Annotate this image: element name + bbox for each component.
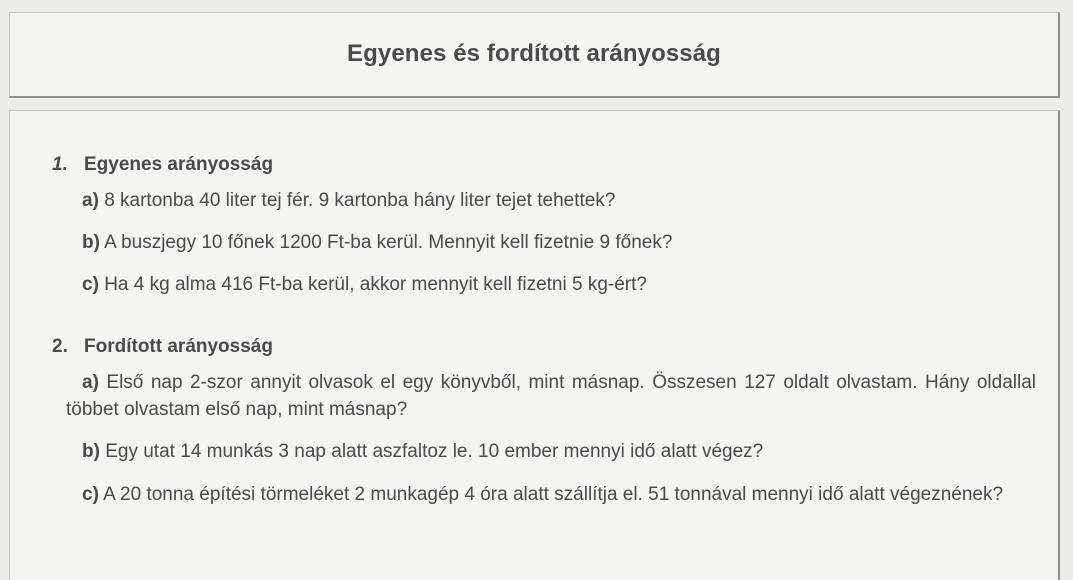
exercise-label: c): [82, 274, 99, 295]
exercise-text: Ha 4 kg alma 416 Ft-ba kerül, akkor mennyit kell fizetni 5 kg-ért?: [104, 274, 647, 295]
exercise-text: 8 kartonba 40 liter tej fér. 9 kartonba hány liter tejet tehettek?: [104, 190, 616, 211]
page-title: Egyenes és fordított arányosság: [347, 40, 721, 67]
exercise-item: [66, 369, 1036, 423]
section-heading: [52, 335, 1037, 359]
exercise-text: A buszjegy 10 főnek 1200 Ft-ba kerül. Mennyit kell fizetnie 9 főnek?: [104, 232, 673, 253]
exercise-label: a): [82, 190, 99, 211]
exercise-item: [66, 271, 1036, 298]
exercise-label: b): [82, 441, 100, 462]
section-direct-proportion: [52, 153, 1037, 177]
section-title: Egyenes arányosság: [84, 154, 274, 175]
exercise-item: [66, 229, 1036, 256]
title-panel: [9, 12, 1060, 98]
content-panel: [9, 110, 1060, 580]
exercise-label: c): [82, 484, 99, 505]
exercise-text: Egy utat 14 munkás 3 nap alatt aszfaltoz le. 10 ember mennyi idő alatt végez?: [105, 441, 764, 462]
exercise-item: [66, 438, 1036, 465]
exercise-item: [66, 187, 1036, 214]
section-title: Fordított arányosság: [84, 336, 273, 357]
section-inverse-proportion: [52, 335, 1037, 359]
exercise-item: [66, 481, 1036, 508]
exercise-text: A 20 tonna építési törmeléket 2 munkagép 4 óra alatt szállítja el. 51 tonnával mennyi idő alatt végeznének?: [103, 484, 1004, 505]
exercise-text: Első nap 2-szor annyit olvasok el egy könyvből, mint másnap. Összesen 127 oldalt olvastam. Hány oldallal többet olvastam első nap, mint másnap?: [66, 372, 1036, 420]
section-heading: [52, 153, 1037, 177]
exercise-label: a): [82, 372, 99, 393]
section-number: 2.: [52, 336, 68, 357]
exercise-label: b): [82, 232, 100, 253]
section-number: 1.: [52, 154, 68, 175]
